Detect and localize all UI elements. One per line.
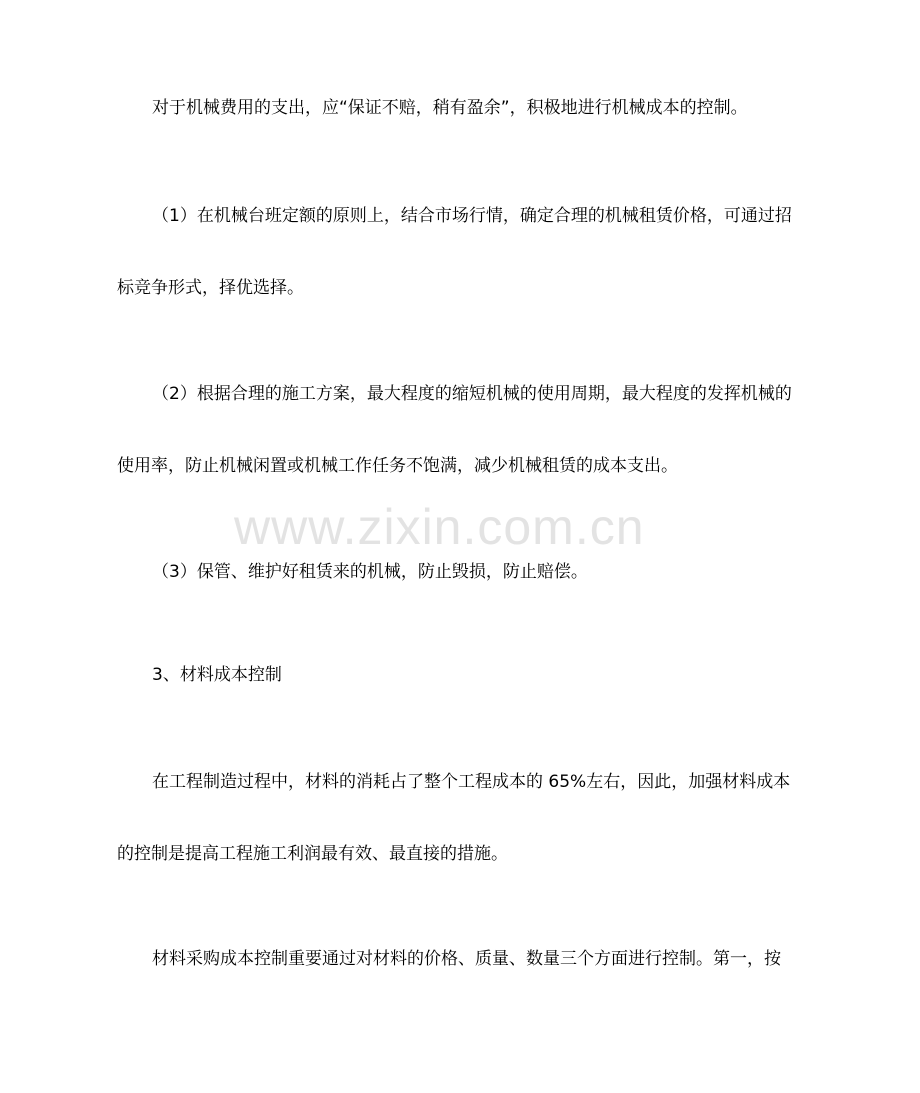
item-1-line-2: 标竞争形式，择优选择。 [117,278,304,298]
material-paragraph-line-1: 在工程制造过程中，材料的消耗占了整个工程成本的 65%左右，因此，加强材料成本 [152,772,791,792]
purchase-paragraph-line-1: 材料采购成本控制重要通过对材料的价格、质量、数量三个方面进行控制。第一，按 [152,949,781,969]
item-2-line-2: 使用率，防止机械闲置或机械工作任务不饱满，减少机械租赁的成本支出。 [117,456,678,476]
section-heading-material-cost: 3、材料成本控制 [152,665,282,685]
item-3-line: （3）保管、维护好租赁来的机械，防止毁损，防止赔偿。 [152,562,588,582]
paragraph-machinery-cost-line: 对于机械费用的支出，应“保证不赔，稍有盈余”，积极地进行机械成本的控制。 [152,98,748,118]
watermark: www.zixin.com.cn [234,499,645,555]
item-1-line-1: （1）在机械台班定额的原则上，结合市场行情，确定合理的机械租赁价格，可通过招 [152,206,792,226]
material-paragraph-line-2: 的控制是提高工程施工利润最有效、最直接的措施。 [117,844,508,864]
item-2-line-1: （2）根据合理的施工方案，最大程度的缩短机械的使用周期，最大程度的发挥机械的 [152,384,792,404]
